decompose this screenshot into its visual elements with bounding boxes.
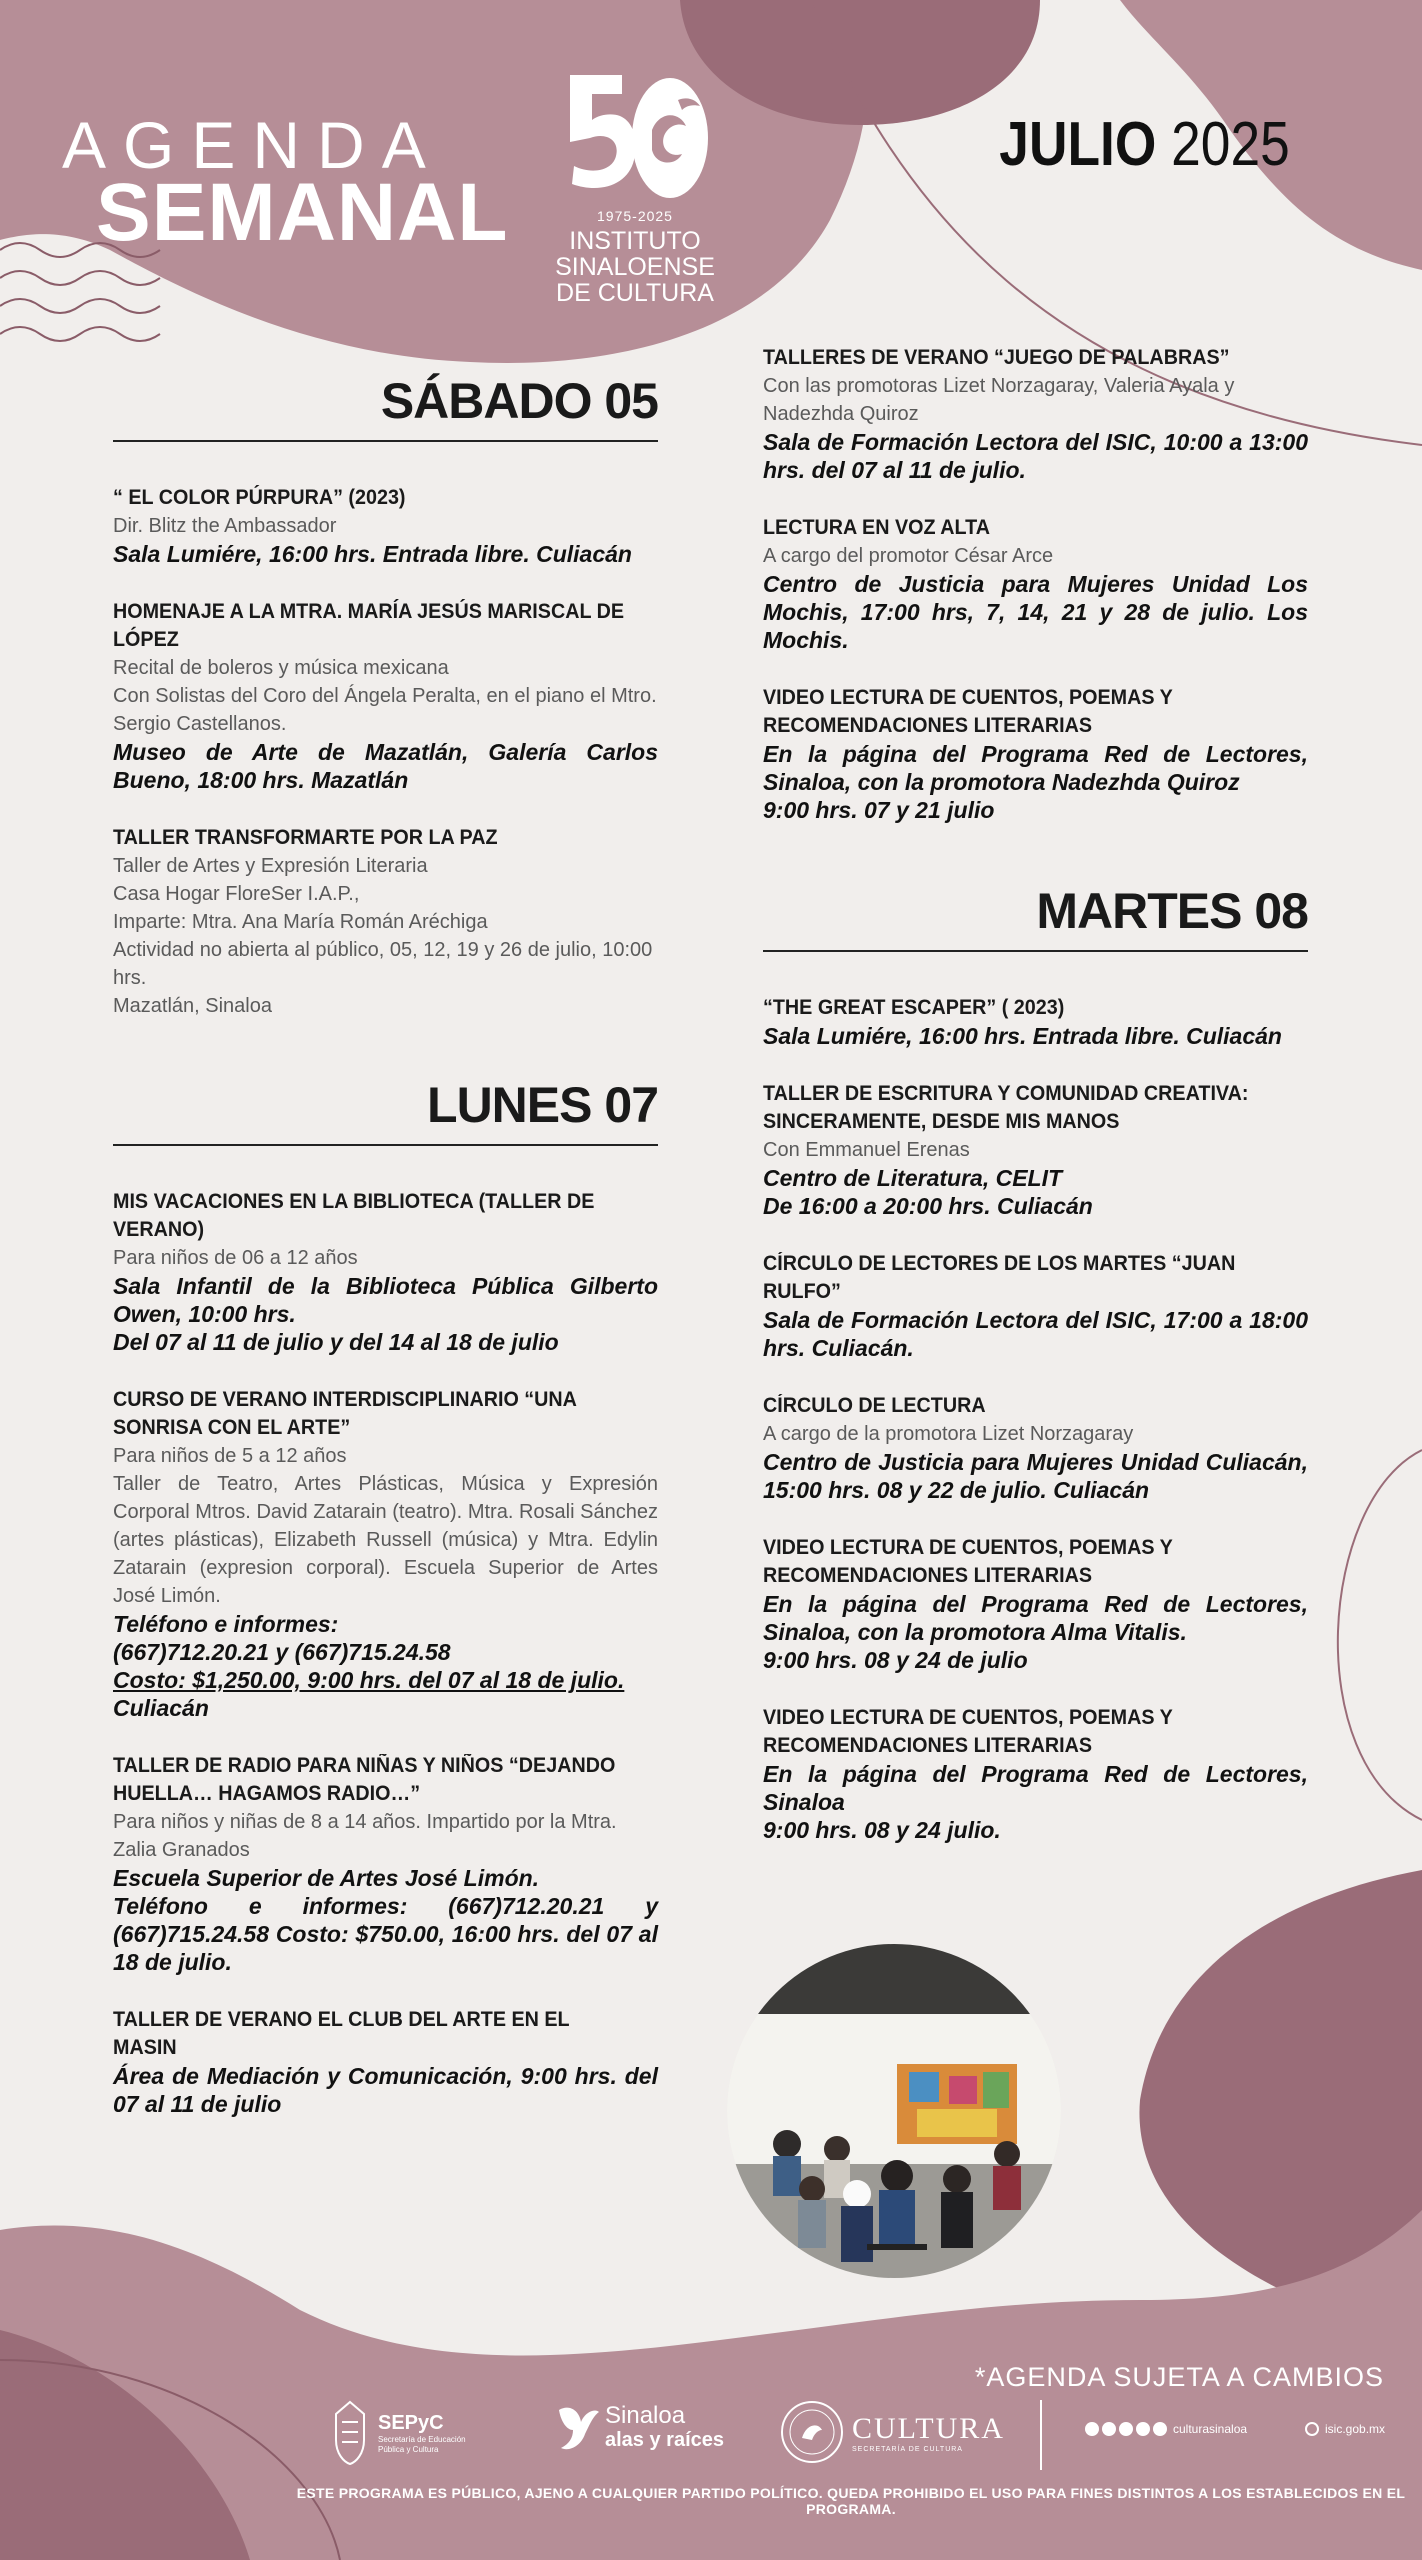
- event-venue: Sala Lumiére, 16:00 hrs. Entrada libre. Culiacán: [113, 541, 632, 567]
- event-venue: Sala Lumiére, 16:00 hrs. Entrada libre. Culiacán: [763, 1023, 1282, 1049]
- event-venue: Centro de Literatura, CELIT: [763, 1165, 1063, 1191]
- event: [113, 824, 658, 1020]
- footer-divider: [1040, 2400, 1042, 2470]
- sepyc-shield-icon: [330, 2400, 370, 2466]
- sepyc-logo: [330, 2400, 488, 2466]
- event-detail: Mazatlán, Sinaloa: [113, 995, 272, 1017]
- event-detail: Taller de Artes y Expresión Literaria: [113, 855, 428, 877]
- event-title: MIS VACACIONES EN LA BIBLIOTECA (TALLER DE VERANO): [113, 1190, 595, 1241]
- sepyc-name: SEPyC: [378, 2411, 444, 2434]
- event-title: CÍRCULO DE LECTURA: [763, 1394, 986, 1417]
- semanal-title: SEMANAL: [96, 167, 509, 258]
- event-venue: Museo de Arte de Mazatlán, Galería Carlos Bueno, 18:00 hrs. Mazatlán: [113, 739, 658, 793]
- event-phone: (667)712.20.21 y (667)715.24.58: [113, 1639, 451, 1665]
- event-title: CURSO DE VERANO INTERDISCIPLINARIO “UNA SONRISA CON EL ARTE”: [113, 1388, 577, 1439]
- workshop-photo: [727, 1944, 1061, 2278]
- cultura-name: CULTURA: [852, 2411, 1005, 2445]
- month-year: [999, 110, 1290, 179]
- event: [763, 994, 1308, 1050]
- day-heading-sabado: SÁBADO 05: [113, 376, 658, 442]
- sinaloa-tagline: alas y raíces: [605, 2429, 724, 2451]
- event: [113, 1188, 658, 1356]
- globe-icon: [1305, 2422, 1319, 2436]
- event: [113, 2006, 658, 2118]
- event-dates: Del 07 al 11 de julio y del 14 al 18 de julio: [113, 1329, 559, 1355]
- event-title: TALLER DE ESCRITURA Y COMUNIDAD CREATIVA: SINCERAMENTE, DESDE MIS MANOS: [763, 1082, 1249, 1133]
- event: [763, 514, 1308, 654]
- event-detail: Con Emmanuel Erenas: [763, 1139, 970, 1161]
- sepyc-subtitle: Secretaría de Educación Pública y Cultura: [378, 2434, 466, 2454]
- event-title: VIDEO LECTURA DE CUENTOS, POEMAS Y RECOMENDACIONES LITERARIAS: [763, 1706, 1173, 1757]
- event-dates: 9:00 hrs. 08 y 24 de julio: [763, 1647, 1028, 1673]
- event-venue: Escuela Superior de Artes José Limón.: [113, 1865, 540, 1891]
- event-title: TALLER TRANSFORMARTE POR LA PAZ: [113, 826, 498, 849]
- event-detail: Actividad no abierta al público, 05, 12, 19 y 26 de julio, 10:00 hrs.: [113, 939, 653, 989]
- sponsor-logos: [330, 2400, 1390, 2470]
- event-venue: Centro de Justicia para Mujeres Unidad Los Mochis, 17:00 hrs, 7, 14, 21 y 28 de julio. Los Mochis.: [763, 571, 1308, 653]
- dove-icon: [555, 2400, 601, 2456]
- event-detail: Taller de Teatro, Artes Plásticas, Música y Expresión Corporal Mtros. David Zatarain (teatro). Mtra. Rosali Sánchez (artes plásticas), Elizabeth Russell (música) y Mtra. Edylin Zatarain (expresion corporal). Escuela Superior de Artes José Limón.: [113, 1473, 658, 1607]
- event: [113, 1386, 658, 1722]
- event-detail: A cargo del promotor César Arce: [763, 545, 1054, 567]
- event-contact: Teléfono e informes:: [113, 1611, 339, 1637]
- event-dates: 9:00 hrs. 08 y 24 julio.: [763, 1817, 1001, 1843]
- sinaloa-name: Sinaloa: [605, 2402, 686, 2429]
- event-detail: Con Solistas del Coro del Ángela Peralta, en el piano el Mtro. Sergio Castellanos.: [113, 685, 657, 735]
- event-city: Culiacán: [113, 1695, 209, 1721]
- event-title: HOMENAJE A LA MTRA. MARÍA JESÚS MARISCAL DE LÓPEZ: [113, 600, 625, 651]
- event: [113, 1752, 658, 1976]
- logo-institute-name: [545, 228, 725, 306]
- event-title: TALLER DE VERANO EL CLUB DEL ARTE EN EL MASIN: [113, 2008, 570, 2059]
- event-venue: En la página del Programa Red de Lectores, Sinaloa, con la promotora Alma Vitalis.: [763, 1591, 1308, 1645]
- agenda-title: AGENDA: [62, 108, 443, 182]
- event: [763, 1534, 1308, 1674]
- event-detail: Imparte: Mtra. Ana María Román Aréchiga: [113, 911, 488, 933]
- left-column: [113, 373, 658, 2148]
- event-title: TALLER DE RADIO PARA NIÑAS Y NIÑOS “DEJANDO HUELLA… HAGAMOS RADIO…”: [113, 1754, 616, 1805]
- cultura-subtitle: SECRETARÍA DE CULTURA: [852, 2445, 963, 2453]
- event-title: VIDEO LECTURA DE CUENTOS, POEMAS Y RECOMENDACIONES LITERARIAS: [763, 1536, 1173, 1587]
- x-icon[interactable]: [1119, 2422, 1133, 2436]
- event-detail: Para niños de 06 a 12 años: [113, 1247, 358, 1269]
- cultura-logo: [780, 2400, 1005, 2464]
- website-link[interactable]: [1305, 2422, 1385, 2436]
- event-detail: Para niños y niñas de 8 a 14 años. Impartido por la Mtra. Zalia Granados: [113, 1811, 617, 1861]
- event: [113, 598, 658, 794]
- event: [763, 344, 1308, 484]
- event: [763, 1080, 1308, 1220]
- event-dates: De 16:00 a 20:00 hrs. Culiacán: [763, 1193, 1093, 1219]
- mexico-seal-icon: [780, 2400, 844, 2464]
- event: [763, 1392, 1308, 1504]
- logo-line: DE CULTURA: [556, 279, 714, 307]
- event-venue: Centro de Justicia para Mujeres Unidad Culiacán, 15:00 hrs. 08 y 22 de julio. Culiacán: [763, 1449, 1308, 1503]
- day-heading-martes: MARTES 08: [763, 886, 1308, 952]
- right-column: [763, 344, 1308, 1874]
- facebook-icon[interactable]: [1085, 2422, 1099, 2436]
- social-handle[interactable]: culturasinaloa: [1173, 2422, 1248, 2436]
- month: JULIO: [999, 110, 1157, 179]
- event-venue: Sala de Formación Lectora del ISIC, 17:00 a 18:00 hrs. Culiacán.: [763, 1307, 1308, 1361]
- year: 2025: [1171, 110, 1290, 179]
- event-venue: Área de Mediación y Comunicación, 9:00 hrs. del 07 al 11 de julio: [113, 2063, 658, 2117]
- event-venue: Sala de Formación Lectora del ISIC, 10:00 a 13:00 hrs. del 07 al 11 de julio.: [763, 429, 1308, 483]
- event: [763, 1250, 1308, 1362]
- event-detail: Con las promotoras Lizet Norzagaray, Valeria Ayala y Nadezhda Quiroz: [763, 375, 1235, 425]
- event-venue: En la página del Programa Red de Lectores, Sinaloa: [763, 1761, 1308, 1815]
- event-venue: En la página del Programa Red de Lectores, Sinaloa, con la promotora Nadezhda Quiroz: [763, 741, 1308, 795]
- day-heading-lunes: LUNES 07: [113, 1080, 658, 1146]
- youtube-icon[interactable]: [1136, 2422, 1150, 2436]
- event-cost: Costo: $1,250.00, 9:00 hrs. del 07 al 18 de julio.: [113, 1667, 625, 1693]
- event-venue: Sala Infantil de la Biblioteca Pública Gilberto Owen, 10:00 hrs.: [113, 1273, 658, 1327]
- isic-50-logo: [560, 70, 710, 210]
- sinaloa-logo: [555, 2400, 724, 2456]
- event-detail: Recital de boleros y música mexicana: [113, 657, 449, 679]
- event-title: CÍRCULO DE LECTORES DE LOS MARTES “JUAN RULFO”: [763, 1252, 1236, 1303]
- event-contact: Teléfono e informes: (667)712.20.21 y (667)715.24.58 Costo: $750.00, 16:00 hrs. del 07 al 18 de julio.: [113, 1893, 658, 1975]
- tiktok-icon[interactable]: [1153, 2422, 1167, 2436]
- website-url[interactable]: isic.gob.mx: [1325, 2422, 1386, 2436]
- logo-line: INSTITUTO: [569, 227, 701, 255]
- event-title: VIDEO LECTURA DE CUENTOS, POEMAS Y RECOMENDACIONES LITERARIAS: [763, 686, 1173, 737]
- event-title: “ EL COLOR PÚRPURA” (2023): [113, 486, 406, 509]
- logo-years: 1975-2025: [597, 208, 673, 224]
- event-detail: Para niños de 5 a 12 años: [113, 1445, 347, 1467]
- legal-notice: ESTE PROGRAMA ES PÚBLICO, AJENO A CUALQUIER PARTIDO POLÍTICO. QUEDA PROHIBIDO EL USO PARA FINES DISTINTOS A LOS ESTABLECIDOS EN EL PROGRAMA.: [296, 2485, 1406, 2517]
- event-title: “THE GREAT ESCAPER” ( 2023): [763, 996, 1065, 1019]
- event-detail: A cargo de la promotora Lizet Norzagaray: [763, 1423, 1134, 1445]
- social-links[interactable]: [1085, 2422, 1247, 2436]
- event: [763, 1704, 1308, 1844]
- event-detail: Casa Hogar FloreSer I.A.P.,: [113, 883, 360, 905]
- event-title: TALLERES DE VERANO “JUEGO DE PALABRAS”: [763, 346, 1230, 369]
- instagram-icon[interactable]: [1102, 2422, 1116, 2436]
- event: [113, 484, 658, 568]
- logo-line: SINALOENSE: [555, 253, 715, 281]
- event: [763, 684, 1308, 824]
- event-title: LECTURA EN VOZ ALTA: [763, 516, 990, 539]
- event-detail: Dir. Blitz the Ambassador: [113, 515, 337, 537]
- agenda-disclaimer: *AGENDA SUJETA A CAMBIOS: [974, 2362, 1384, 2392]
- event-dates: 9:00 hrs. 07 y 21 julio: [763, 797, 995, 823]
